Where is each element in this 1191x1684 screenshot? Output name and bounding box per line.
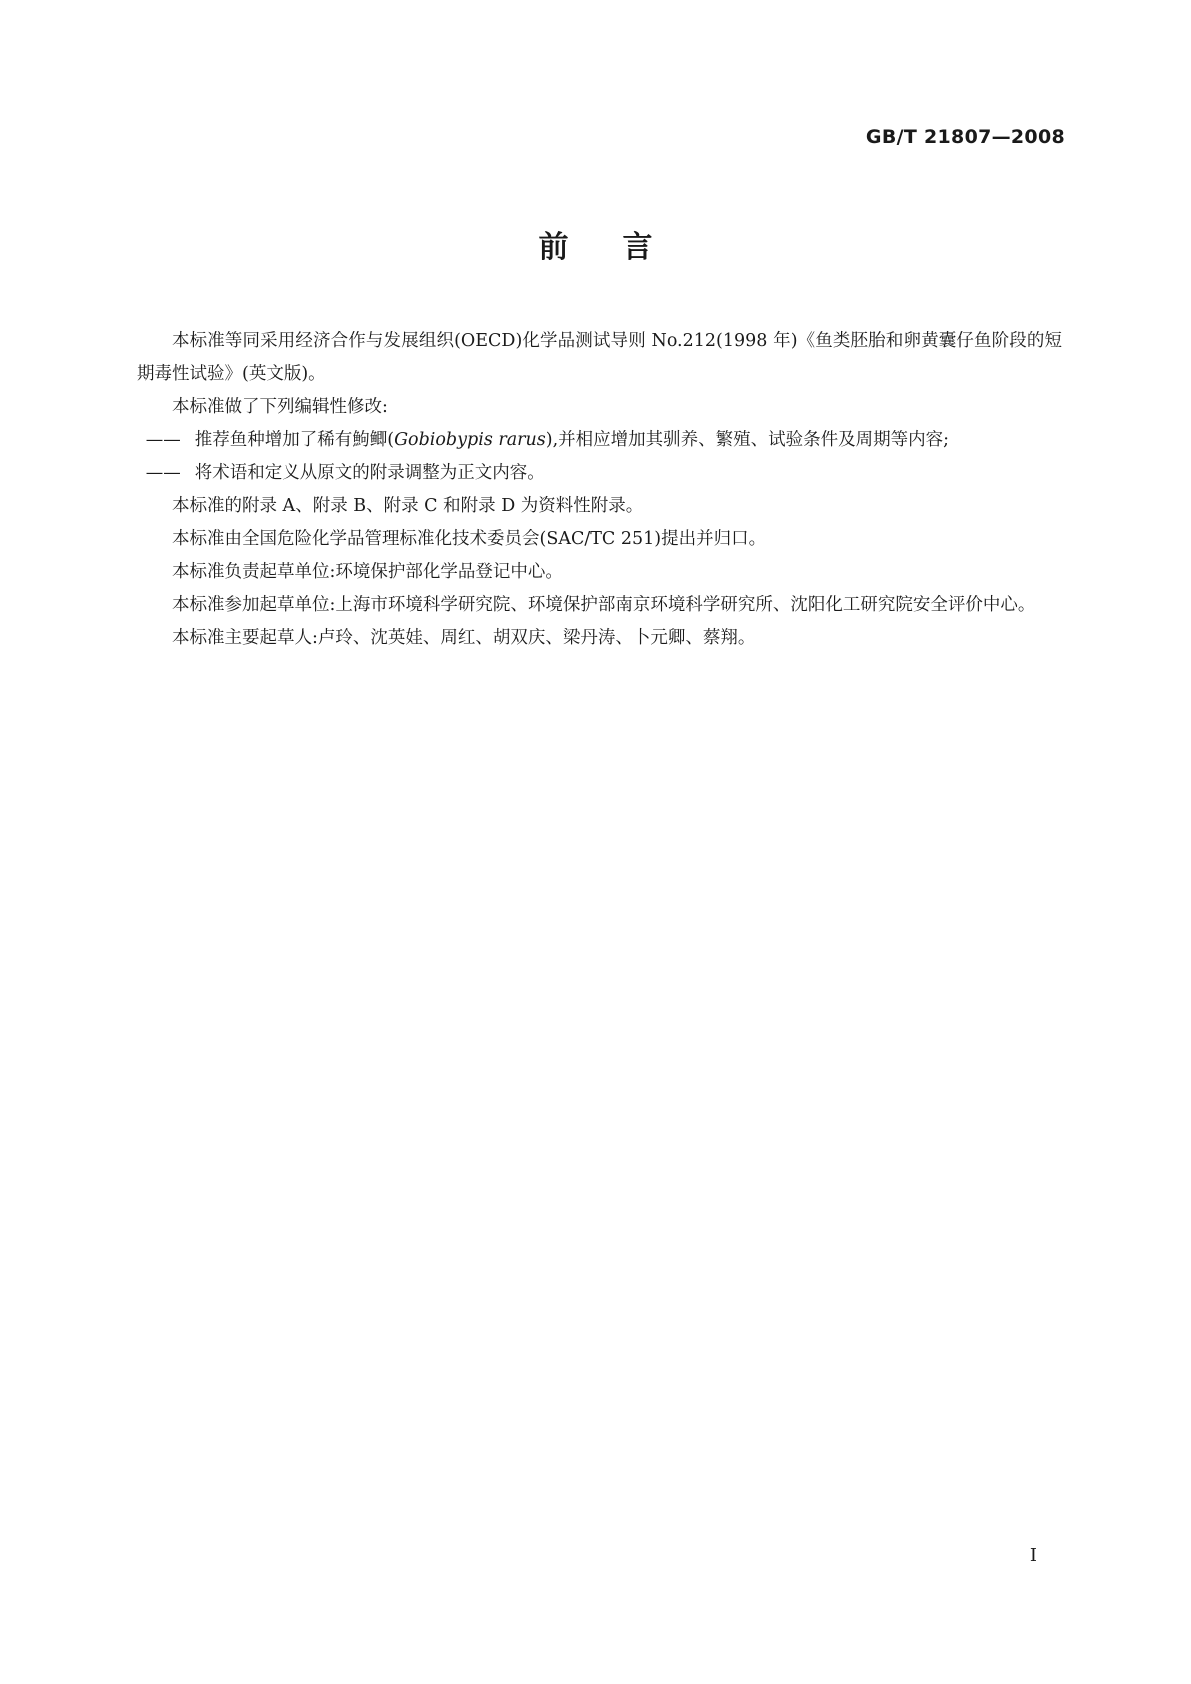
list-item-terms [137,457,1062,490]
list-item-text-before: 推荐鱼种增加了稀有鮈鲫( [194,430,395,450]
paragraph-adoption: 本标准等同采用经济合作与发展组织(OECD)化学品测试导则 No.212(1998 年)《鱼类胚胎和卵黄囊仔鱼阶段的短期毒性试验》(英文版)。 [137,331,1062,384]
standard-number: GB/T 21807—2008 [865,126,1065,148]
list-item-text: 将术语和定义从原文的附录调整为正文内容。 [194,463,545,483]
paragraph-modifications-intro: 本标准做了下列编辑性修改: [172,397,388,417]
paragraph-participating-drafters: 本标准参加起草单位:上海市环境科学研究院、环境保护部南京环境科学研究所、沈阳化工研究院安全评价中心。 [172,595,1036,615]
list-dash: —— [145,430,181,450]
list-item-text-after: ),并相应增加其驯养、繁殖、试验条件及周期等内容; [545,430,950,450]
document-body [137,325,1062,655]
paragraph-responsible-drafter: 本标准负责起草单位:环境保护部化学品登记中心。 [172,562,563,582]
paragraph-main-drafters: 本标准主要起草人:卢玲、沈英娃、周红、胡双庆、梁丹涛、卜元卿、蔡翔。 [172,628,756,648]
list-dash: —— [145,463,181,483]
page-title: 前言 [538,230,707,265]
list-item-fish-species [137,424,1062,457]
page-number: I [1029,1545,1037,1566]
paragraph-proposed-by: 本标准由全国危险化学品管理标准化技术委员会(SAC/TC 251)提出并归口。 [172,529,767,549]
paragraph-annexes: 本标准的附录 A、附录 B、附录 C 和附录 D 为资料性附录。 [172,496,644,516]
species-latin-name: Gobiobypis rarus [394,430,546,450]
